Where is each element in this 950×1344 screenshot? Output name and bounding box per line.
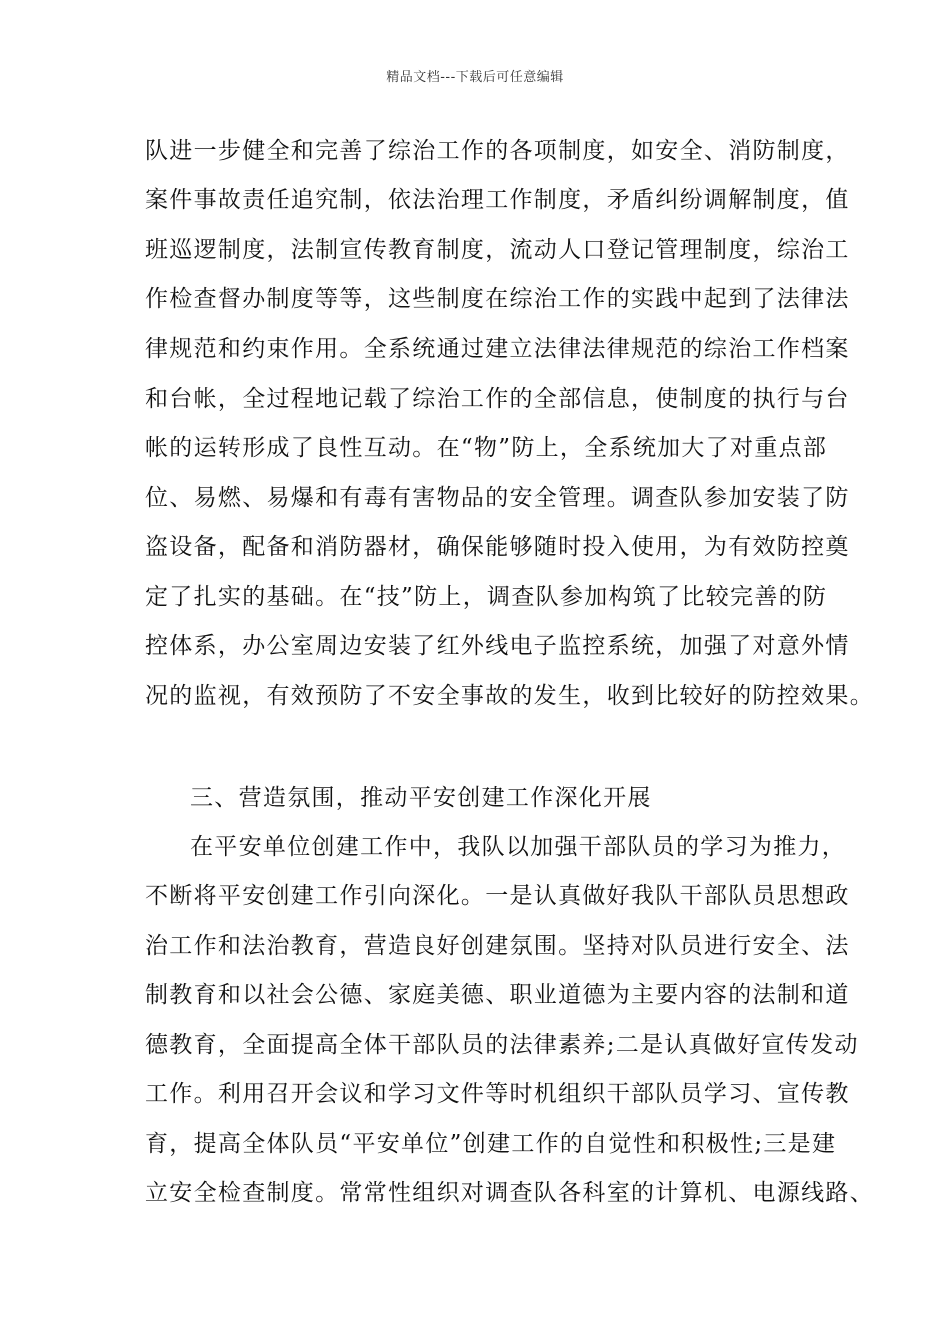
paragraph-line: 帐的运转形成了良性互动。在“物”防上，全系统加大了对重点部 (145, 435, 828, 461)
paragraph-line: 位、易燃、易爆和有毒有害物品的安全管理。调查队参加安装了防 (145, 485, 850, 511)
paragraph-line: 况的监视，有效预防了不安全事故的发生，收到比较好的防控效果。 (145, 683, 874, 709)
paragraph-line: 和台帐，全过程地记载了综治工作的全部信息，使制度的执行与台 (145, 386, 850, 412)
paragraph-line: 队进一步健全和完善了综治工作的各项制度，如安全、消防制度， (145, 138, 850, 164)
paragraph-line: 立安全检查制度。常常性组织对调查队各科室的计算机、电源线路、 (145, 1180, 874, 1206)
paragraph-line: 律规范和约束作用。全系统通过建立法律法律规范的综治工作档案 (145, 336, 850, 362)
paragraph-line: 育，提高全体队员“平安单位”创建工作的自觉性和积极性;三是建 (145, 1131, 837, 1157)
paragraph-line: 控体系，办公室周边安装了红外线电子监控系统，加强了对意外情 (145, 633, 850, 659)
paragraph-line: 定了扎实的基础。在“技”防上，调查队参加构筑了比较完善的防 (145, 584, 828, 610)
paragraph-line: 德教育，全面提高全体干部队员的法律素养;二是认真做好宣传发动 (145, 1032, 859, 1058)
paragraph-line: 作检查督办制度等等，这些制度在综治工作的实践中起到了法律法 (145, 286, 850, 312)
paragraph-line: 盗设备，配备和消防器材，确保能够随时投入使用，为有效防控奠 (145, 534, 850, 560)
paragraph-line: 在平安单位创建工作中，我队以加强干部队员的学习为推力， (190, 834, 847, 860)
paragraph-line: 案件事故责任追究制，依法治理工作制度，矛盾纠纷调解制度，值 (145, 187, 850, 213)
paragraph-line: 制教育和以社会公德、家庭美德、职业道德为主要内容的法制和道 (145, 982, 850, 1008)
paragraph-line: 工作。利用召开会议和学习文件等时机组织干部队员学习、宣传教 (145, 1081, 850, 1107)
paragraph-line: 不断将平安创建工作引向深化。一是认真做好我队干部队员思想政 (145, 883, 850, 909)
section-heading: 三、营造氛围，推动平安创建工作深化开展 (190, 785, 652, 811)
paragraph-line: 治工作和法治教育，营造良好创建氛围。坚持对队员进行安全、法 (145, 933, 850, 959)
paragraph-line: 班巡逻制度，法制宣传教育制度，流动人口登记管理制度，综治工 (145, 237, 850, 263)
page-header: 精品文档---下载后可任意编辑 (386, 70, 564, 85)
